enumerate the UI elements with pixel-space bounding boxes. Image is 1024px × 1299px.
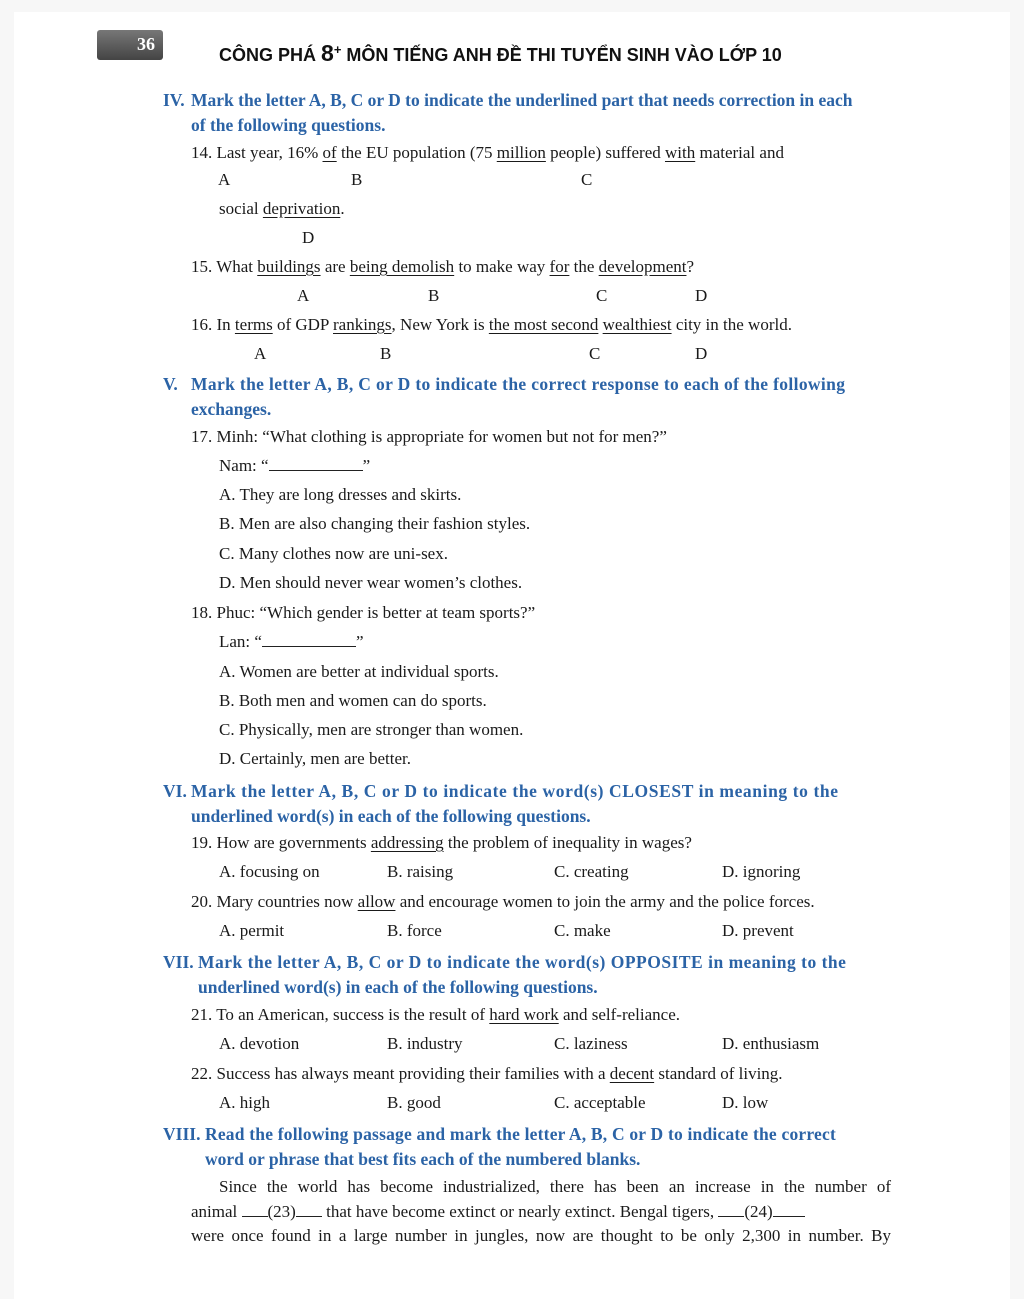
q18-option-a[interactable]: A. Women are better at individual sports.	[219, 662, 499, 681]
q16-label-b: B	[380, 344, 392, 363]
question-16: 16. In terms of GDP rankings, New York is the most second wealthiest city in the world.	[191, 315, 792, 334]
q18-option-b[interactable]: B. Both men and women can do sports.	[219, 691, 487, 710]
q16-label-d: D	[695, 344, 708, 363]
q19-option-a[interactable]: A. focusing on	[219, 862, 320, 881]
q18-answer-blank	[262, 632, 356, 647]
question-18: 18. Phuc: “Which gender is better at team sports?”	[191, 603, 536, 622]
question-21: 21. To an American, success is the result of hard work and self-reliance.	[191, 1005, 680, 1024]
q18-option-c[interactable]: C. Physically, men are stronger than women.	[219, 720, 524, 739]
q15-label-c: C	[596, 286, 608, 305]
passage-line-2: animal (23) that have become extinct or nearly extinct. Bengal tigers, (24)	[191, 1202, 805, 1222]
q14-part-a: of	[322, 143, 337, 162]
q15-label-d: D	[695, 286, 708, 305]
q22-option-a[interactable]: A. high	[219, 1093, 270, 1112]
q15-part-a: buildings	[257, 257, 321, 276]
q17-option-d[interactable]: D. Men should never wear women’s clothes.	[219, 573, 523, 592]
q14-label-c: C	[581, 170, 593, 189]
q20-underlined-word: allow	[357, 892, 396, 911]
page-header: CÔNG PHÁ 8+ MÔN TIẾNG ANH ĐỀ THI TUYỂN SINH VÀO LỚP 10	[219, 40, 782, 66]
q15-label-a: A	[297, 286, 310, 305]
q17-answer-blank	[269, 456, 363, 471]
q16-part-a: terms	[234, 315, 273, 334]
passage-line-1: Since the world has become industrialized, there has been an increase in the number of	[219, 1177, 891, 1196]
document-page	[14, 12, 1010, 1299]
q18-option-d[interactable]: D. Certainly, men are better.	[219, 749, 411, 768]
q15-part-d: development	[598, 257, 687, 276]
page-number-badge: 36	[97, 30, 163, 60]
q16-part-c: the most second	[488, 315, 599, 334]
question-15: 15. What buildings are being demolish to make way for the development?	[191, 257, 695, 276]
q21-option-d[interactable]: D. enthusiasm	[722, 1034, 820, 1053]
q21-option-a[interactable]: A. devotion	[219, 1034, 300, 1053]
q20-option-a[interactable]: A. permit	[219, 921, 285, 940]
q17-reply: Nam: “ ”	[219, 456, 371, 475]
q15-part-c: for	[549, 257, 570, 276]
question-20: 20. Mary countries now allow and encourage women to join the army and the police forces.	[191, 892, 815, 911]
q22-underlined-word: decent	[609, 1064, 655, 1083]
q20-option-b[interactable]: B. force	[387, 921, 442, 940]
blank-23[interactable]: (23)	[267, 1202, 296, 1221]
q14-label-b: B	[351, 170, 363, 189]
q17-option-c[interactable]: C. Many clothes now are uni-sex.	[219, 544, 448, 563]
question-14: 14. Last year, 16% of the EU population (75 million people) suffered with material and	[191, 143, 784, 162]
q19-option-b[interactable]: B. raising	[387, 862, 454, 881]
q20-option-c[interactable]: C. make	[554, 921, 611, 940]
q21-option-c[interactable]: C. laziness	[554, 1034, 628, 1053]
q16-label-c: C	[589, 344, 601, 363]
q14-part-b: million	[496, 143, 546, 162]
q16-label-a: A	[254, 344, 267, 363]
q14-label-d: D	[302, 228, 315, 247]
question-14-continued: social deprivation.	[219, 199, 345, 218]
question-19: 19. How are governments addressing the problem of inequality in wages?	[191, 833, 692, 852]
passage-line-3: were once found in a large number in jungles, now are thought to be only 2,300 in number. By	[191, 1226, 891, 1245]
blank-24[interactable]: (24)	[744, 1202, 773, 1221]
q14-part-d: deprivation	[262, 199, 341, 218]
q22-option-d[interactable]: D. low	[722, 1093, 769, 1112]
q15-part-b: being demolish	[349, 257, 455, 276]
q19-option-c[interactable]: C. creating	[554, 862, 629, 881]
q21-underlined-word: hard work	[489, 1005, 559, 1024]
q14-label-a: A	[218, 170, 231, 189]
q19-option-d[interactable]: D. ignoring	[722, 862, 801, 881]
q16-part-d: wealthiest	[602, 315, 672, 334]
q19-underlined-word: addressing	[370, 833, 444, 852]
q22-option-b[interactable]: B. good	[387, 1093, 441, 1112]
q20-option-d[interactable]: D. prevent	[722, 921, 794, 940]
q16-part-b: rankings	[333, 315, 392, 334]
q21-option-b[interactable]: B. industry	[387, 1034, 463, 1053]
q14-part-c: with	[664, 143, 696, 162]
question-22: 22. Success has always meant providing their families with a decent standard of living.	[191, 1064, 783, 1083]
q17-option-b[interactable]: B. Men are also changing their fashion styles.	[219, 514, 531, 533]
q18-reply: Lan: “ ”	[219, 632, 364, 651]
question-17: 17. Minh: “What clothing is appropriate for women but not for men?”	[191, 427, 667, 446]
q22-option-c[interactable]: C. acceptable	[554, 1093, 646, 1112]
q17-option-a[interactable]: A. They are long dresses and skirts.	[219, 485, 462, 504]
q15-label-b: B	[428, 286, 440, 305]
